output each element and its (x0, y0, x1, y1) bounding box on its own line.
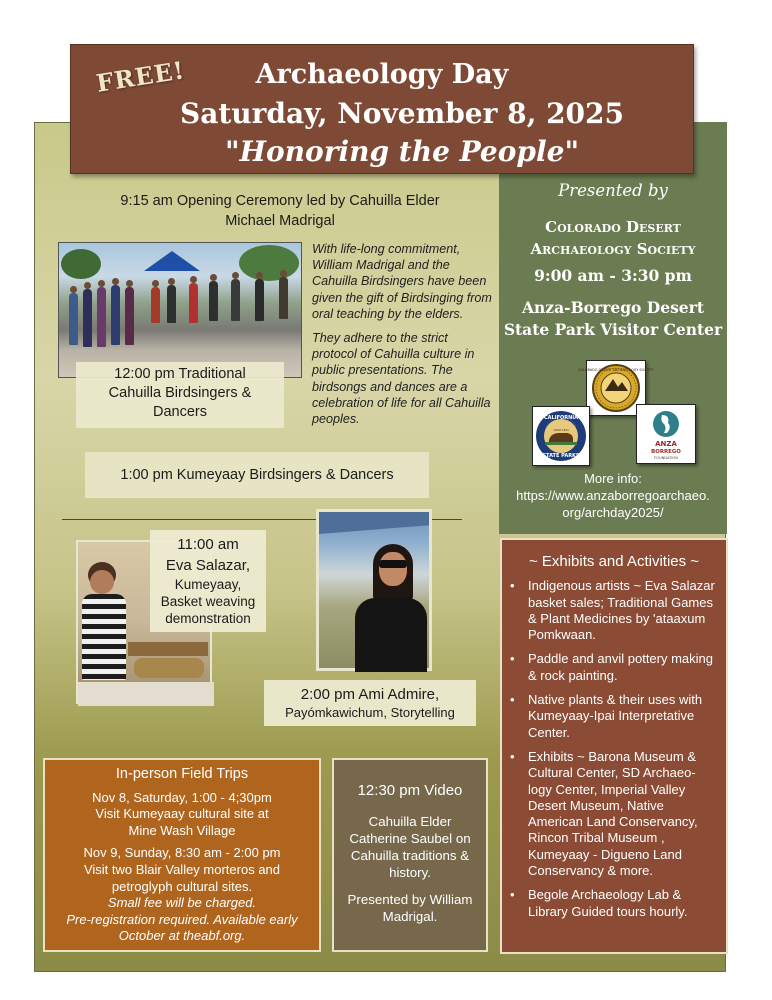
trip2-line-1: Nov 9, Sunday, 8:30 am - 2:00 pm (83, 845, 281, 861)
eva-name: Eva Salazar, (165, 557, 251, 574)
video-credit-1: Presented by William (347, 892, 473, 907)
state-parks-bottom-text: STATE PARKS (542, 453, 580, 459)
field-trips-note-3: October at theabf.org. (118, 928, 246, 944)
eva-salazar-label (150, 530, 266, 632)
eva-tribe: Kumeyaay, (174, 577, 242, 592)
ami-subtitle: Payómkawichum, Storytelling (285, 705, 455, 720)
field-trips-note-2: Pre-registration required. Available early (66, 911, 298, 927)
exhibits-title: ~ Exhibits and Activities ~ (528, 553, 700, 570)
birdsingers-line-3: Dancers (153, 404, 207, 420)
abf-logo (636, 404, 696, 464)
presented-by-label: Presented by (558, 181, 668, 200)
more-info-url-line-2[interactable]: org/archday2025/ (562, 505, 664, 520)
abf-logo-text-3: FOUNDATION (654, 456, 678, 460)
more-info-url-line-1[interactable]: https://www.anzaborregoarchaeo. (516, 488, 710, 503)
trip2-line-2: Visit two Blair Valley morteros and (83, 861, 281, 877)
event-date: Saturday, November 8, 2025 (180, 97, 624, 130)
video-desc-1: Cahuilla Elder (368, 814, 452, 829)
ami-admire-photo (316, 509, 432, 671)
list-item: • Indigenous artists ~ Eva Salazar basket sales; Traditional Games & Plant Medicines by 'ataaxum Pomkwaan. (528, 578, 718, 643)
field-trips-box (43, 758, 321, 952)
birdsingers-description-1: With life-long commitment, William Madrigal and the Cahuilla Birdsingers have been given the gift of Birdsinging from oral teaching by the elders. (312, 242, 492, 321)
venue-line-2: State Park Visitor Center (503, 320, 723, 339)
venue (500, 297, 726, 341)
trip1-line-1: Nov 8, Saturday, 1:00 - 4;30pm (92, 789, 272, 805)
exhibits-list (502, 578, 726, 920)
event-title: Archaeology Day (255, 59, 509, 90)
birdsingers-description (312, 241, 492, 435)
kumeyaay-session: 1:00 pm Kumeyaay Birdsingers & Dancers (85, 452, 429, 498)
state-parks-logo (532, 406, 590, 466)
more-info-label: More info: (584, 471, 642, 486)
eva-activity-line-2: demonstration (165, 611, 251, 626)
opening-line-2: Michael Madrigal (225, 213, 335, 229)
birdsingers-description-2: They adhere to the strict protocol of Cahuilla culture in public presentations. The birdsongs and dances are a celebration of life for all Cahuilla peoples. (312, 331, 491, 427)
field-trips-note-1: Small fee will be charged. (107, 895, 257, 911)
video-desc-3: Cahuilla traditions & (350, 848, 470, 863)
abf-logo-text-1: ANZA (655, 440, 677, 448)
eva-activity-line-1: Basket weaving (160, 594, 256, 609)
ami-title: 2:00 pm Ami Admire, (300, 686, 440, 703)
organizer-name (500, 216, 726, 260)
video-box (332, 758, 488, 952)
state-parks-top-text: CALIFORNIA (543, 415, 579, 421)
more-info (504, 470, 722, 521)
birdsingers-photo (58, 242, 302, 378)
trip1-line-3: Mine Wash Village (128, 822, 236, 838)
organizer-line-2: Archaeology Society (530, 240, 696, 258)
event-theme: "Honoring the People" (224, 135, 580, 168)
ami-admire-label (264, 680, 476, 726)
birdsingers-line-2: Cahuilla Birdsingers & (108, 385, 252, 401)
organizer-line-1: Colorado Desert (545, 218, 681, 236)
venue-line-1: Anza-Borrego Desert (522, 298, 704, 317)
eva-time: 11:00 am (177, 536, 239, 553)
event-hours: 9:00 am - 3:30 pm (534, 266, 692, 285)
video-desc-4: history. (389, 865, 431, 880)
opening-line-1: 9:15 am Opening Ceremony led by Cahuilla Elder (120, 193, 440, 209)
list-item: • Exhibits ~ Barona Museum & Cultural Center, SD Archaeo-logy Center, Imperial Valley Desert Museum, Native American Land Conservancy, Rincon Tribal Museum , Kumeyaay - Digueno Land Conservancy & more. (528, 749, 718, 879)
video-desc-2: Catherine Saubel on (349, 831, 471, 846)
trip1-line-2: Visit Kumeyaay cultural site at (95, 806, 269, 822)
trip2-line-3: petroglyph cultural sites. (111, 878, 253, 894)
field-trips-title: In-person Field Trips (115, 766, 249, 782)
exhibits-box (500, 538, 728, 954)
list-item: • Begole Archaeology Lab & Library Guided tours hourly. (528, 887, 718, 920)
list-item: • Paddle and anvil pottery making & rock painting. (528, 651, 718, 684)
opening-ceremony (70, 191, 490, 231)
cdas-logo-text: COLORADO DESERT ARCHAEOLOGY SOCIETY (578, 368, 654, 372)
free-badge: FREE! (94, 55, 187, 98)
video-credit-2: Madrigal. (382, 909, 438, 924)
abf-logo-text-2: BORREGO (651, 449, 681, 455)
video-title: 12:30 pm Video (357, 782, 463, 799)
list-item: • Native plants & their uses with Kumeyaay-Ipai Interpretative Center. (528, 692, 718, 741)
birdsingers-label (76, 362, 284, 428)
state-parks-since-text: SINCE 1864 (553, 429, 569, 432)
birdsingers-line-1: 12:00 pm Traditional (114, 366, 246, 382)
